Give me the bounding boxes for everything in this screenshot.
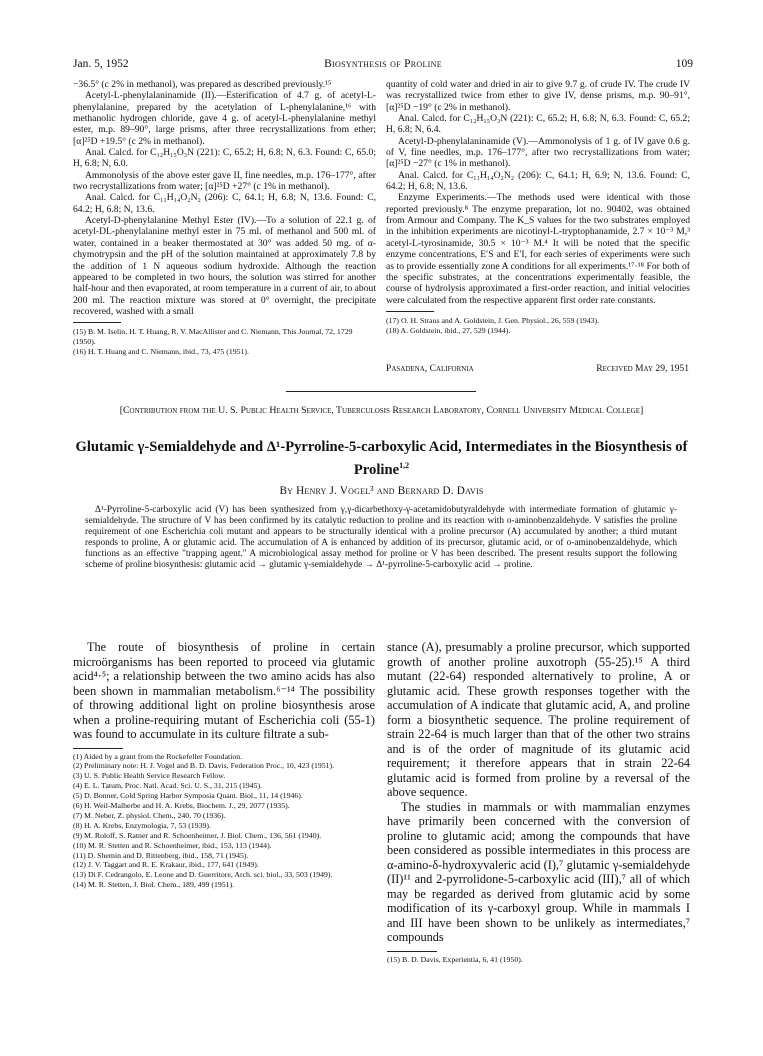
paragraph: −36.5° (c 2% in methanol), was prepared as described previously.¹⁵ [73,79,332,90]
footnote: (4) E. L. Tatum, Proc. Natl. Acad. Sci. U. S., 31, 215 (1945). [73,781,263,791]
footnote-rule [386,311,434,312]
footnote: (11) D. Shemin and D. Rittenberg, ibid., 158, 71 (1945). [73,850,249,860]
footnote: (6) H. Weil-Malherbe and H. A. Krebs, Biochem. J., 29, 2077 (1935). [73,801,290,811]
footnote: (15) B. M. Iselin, H. T. Huang, R. V. MacAllister and C. Niemann, This Journal, 72, 1729 (1950). [73,327,353,347]
experimental-section-II: Acetyl-L-phenylalaninamide (II).—Esterification of 4.7 g. of acetyl-L-phenylalanine, prepared by the acetylation of L-phenylalanine,¹⁶ with methanolic hydrogen chloride, gave 4 g. of acetyl-L-phenylalanine methyl ester, m.p. 89–90°, large prisms, after three recrystallizations from ether; [α]²⁵D +19.5° (c 2% in methanol). [73,90,376,147]
body-right-column [387,640,690,964]
article-title [73,439,690,479]
footnote: (1) Aided by a grant from the Rockefeller Foundation. [73,751,243,761]
authors: By Henry J. Vogel³ and Bernard D. Davis [279,485,484,497]
footnotes [386,316,690,336]
page-number: 109 [675,58,693,70]
paragraph: The studies in mammals or with mammalian enzymes have primarily been concerned with the conversion of proline to glutamic acid; among the compounds that have been considered as possible intermediates in this process are α-amino-δ-hydroxyvaleric acid (I),⁷ glutamic γ-semialdehyde (II)¹¹ and 2-pyrrolidone-5-carboxylic acid (III),⁷ all of which may be regarded as derived from glutamic acid by some modification of its γ-carboxyl group. While in mammals I and III have been shown to be unlikely as intermediates,⁷ compounds [387,799,690,944]
footnotes [73,327,376,357]
article-divider [286,391,476,392]
contribution-line: [Contribution from the U. S. Public Health Service, Tuberculosis Research Laboratory, Cornell University Medical College] [119,405,644,416]
experimental-section-IV: Acetyl-D-phenylalanine Methyl Ester (IV).—To a solution of 22.1 g. of acetyl-DL-phenylalanine methyl ester in 75 ml. of methanol and 500 ml. of water, contained in a beaker thermostated at 30° was added 50 mg. of α-chymotrypsin and the pH of the solution maintained at approximately 7.8 by the addition of 1 N aqueous sodium hydroxide. Although the reaction appeared to be completed in two hours, the solution was stirred for another half-hour and then evaporated, at room temperature in a current of air, to about 200 ml. The reaction mixture was stored at 0° overnight, the precipitate recovered, washed with a small [73,215,376,317]
issue-date: Jan. 5, 1952 [73,58,129,70]
footnote: (2) Preliminary note: H. J. Vogel and B. D. Davis, Federation Proc., 10, 423 (1951). [73,761,335,771]
footnote: (9) M. Roloff, S. Ratner and R. Schoenheimer, J. Biol. Chem., 136, 561 (1940). [73,830,322,840]
received-date: Received May 29, 1951 [596,363,689,374]
intro-paragraph: The route of biosynthesis of proline in certain microörganisms has been reported to proceed via glutamic acid⁴·⁵; a relationship between the two amino acids has also been shown in mammalian metabolism.⁶⁻¹⁴ The possibility of throwing additional light on proline biosynthesis arose when a proline-requiring mutant of Escherichia coli (55-1) was found to accumulate in its culture filtrate a sub- [73,640,375,741]
footnotes [387,955,690,965]
footnote: (13) Di F. Cedrangolo, E. Leone and D. Guerritore, Arch. sci. biol., 33, 503 (1949). [73,870,333,880]
enzyme-experiments-paragraph: Enzyme Experiments.—The methods used were identical with those reported previously.⁸ The enzyme preparation, lot no. 90402, was obtained from Armour and Company. The K_S values for the two substrates employed in the inhibition experiments are nicotinyl-L-tryptophanamide, 2.7 × 10⁻³ M,³ acetyl-L-tyrosinamide, 30.5 × 10⁻³ M.⁴ It will be noted that the specific enzyme concentrations, E′S and E′I, for each series of experiments were such as to provide essentially zone A conditions for all experiments.¹⁷·¹⁸ For both of the specific substrates, at the concentrations experimentally feasible, the course of hydrolysis approximated a first-order reaction, and initial velocities were calculated from the respective apparent first order rate constants. [386,192,690,306]
footnote-rule [73,748,123,749]
footnote: (18) A. Goldstein, ibid., 27, 529 (1944). [386,325,511,335]
paragraph: Ammonolysis of the above ester gave II, fine needles, m.p. 176–177°, after two recrystallizations from water; [α]²⁵D +27° (c 1% in methanol). [73,169,376,193]
footnote: (5) D. Bonner, Cold Spring Harbor Symposia Quant. Biol., 11, 14 (1946). [73,791,303,801]
footnote: (12) J. V. Taggart and R. E. Krakaur, ibid., 177, 641 (1949). [73,860,259,870]
paragraph: quantity of cold water and dried in air to give 9.7 g. of crude IV. The crude IV was recrystallized twice from ether to give IV, dense prisms, m.p. 90–91°, [α]²⁵D −19° (c 2% in methanol). [386,79,690,113]
footnotes [73,752,375,891]
running-title: Biosynthesis of Proline [324,58,442,70]
experimental-section-V: Acetyl-D-phenylalaninamide (V).—Ammonolysis of 1 g. of IV gave 0.6 g. of V, fine needles, m.p. 176–177°, after two recrystallizations from water; [α]²⁵D −27° (c 1% in methanol). [386,135,690,170]
analysis-line: Anal. Calcd. for C₁₁H₁₄O₂N₂ (206): C, 64.1; H, 6.9; N, 13.6. Found: C, 64.2; H, 6.8; N, 13.6. [386,169,690,193]
signoff-place: Pasadena, California [386,363,474,374]
footnote: (10) M. R. Stetten and R. Schoenheimer, ibid., 153, 113 (1944). [73,840,272,850]
top-right-column [386,79,690,336]
footnote: (15) B. D. Davis, Experientia, 6, 41 (1950). [387,954,523,964]
analysis-line: Anal. Calcd. for C₁₁H₁₄O₂N₂ (206): C, 64.1; H, 6.8; N, 13.6. Found: C, 64.2; H, 6.8; N, 13.6. [73,192,376,215]
footnote-rule [387,951,437,952]
article-title-text: Glutamic γ-Semialdehyde and Δ¹-Pyrroline-5-carboxylic Acid, Intermediates in the Biosynthesis of Proline [75,439,688,478]
footnote: (8) H. A. Krebs, Enzymologia, 7, 53 (1939). [73,820,211,830]
body-left-column [73,640,375,890]
abstract: Δ¹-Pyrroline-5-carboxylic acid (V) has been synthesized from γ,γ-dicarbethoxy-γ-acetamidobutyraldehyde with intermediate formation of glutamic γ-semialdehyde. The structure of V has been confirmed by its catalytic reduction to proline and its reaction with o-aminobenzaldehyde. V satisfies the proline requirement of one Escherichia coli mutant and appears to be structurally identical with a proline precursor (A) accumulated by another; a third mutant responds to proline, A or glutamic acid. The accumulation of A is enhanced by addition of its precursor, glutamic acid, or of o-aminobenzaldehyde, which functions as an effective "trapping agent." A microbiological assay method for proline or V has been described. The present results support the following scheme of proline biosynthesis: glutamic acid → glutamic γ-semialdehyde → Δ¹-pyrroline-5-carboxylic acid → proline. [85,505,677,570]
analysis-line: Anal. Calcd. for C₁₂H₁₅O₃N (221): C, 65.2; H, 6.8; N, 6.3. Found: C, 65.0; H, 6.8; N, 6.0. [73,147,376,170]
footnote: (3) U. S. Public Health Service Research Fellow. [73,771,226,781]
footnote: (7) M. Neber, Z. physiol. Chem., 240, 70 (1936). [73,810,226,820]
footnote-rule [73,322,121,323]
analysis-line: Anal. Calcd. for C₁₂H₁₅O₃N (221): C, 65.2; H, 6.8; N, 6.3. Found: C, 65.2; H, 6.8; N, 6.4. [386,113,690,136]
footnote: (16) H. T. Huang and C. Niemann, ibid., 73, 475 (1951). [73,347,249,357]
top-left-column [73,79,376,357]
footnote: (14) M. R. Stetten, J. Biol. Chem., 189, 499 (1951). [73,880,235,890]
title-footnote-refs: 1,2 [399,460,410,470]
running-head [73,58,693,74]
paragraph: stance (A), presumably a proline precursor, which supported growth of another proline auxotroph (55-25).¹⁵ A third mutant (22-64) responded alternatively to proline, A or glutamic acid. These growth responses together with the accumulation of A indicate that glutamic acid, A, and proline form a biosynthetic sequence. The proline requirement of strain 22-64 is much larger than that of the other two strains and is of the order of magnitude of its glutamic acid requirement; it therefore appears that in strain 22-64 glutamic acid is formed from proline by a reversal of the above sequence. [387,640,690,799]
footnote: (17) O. H. Straus and A. Goldstein, J. Gen. Physiol., 26, 559 (1943). [386,315,600,325]
